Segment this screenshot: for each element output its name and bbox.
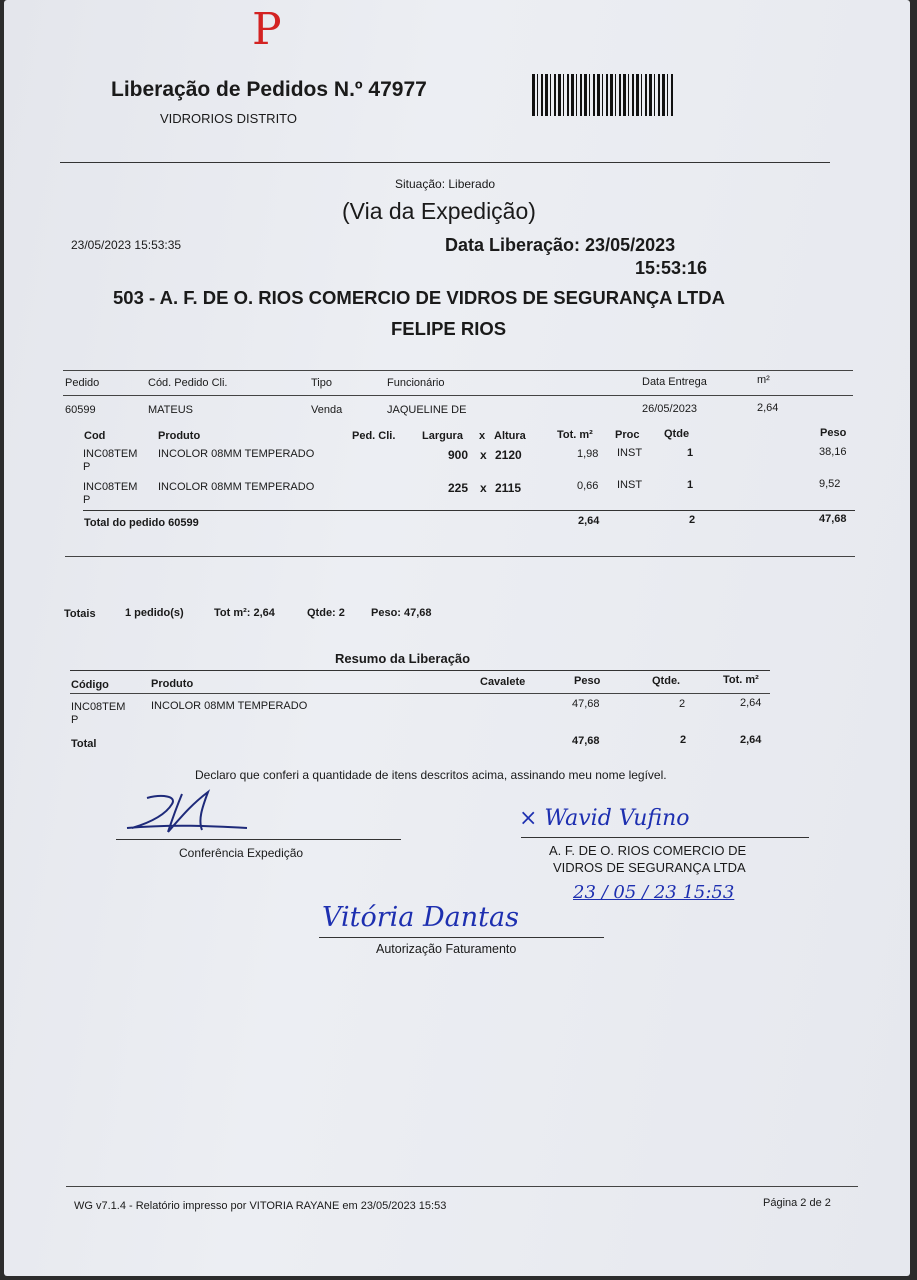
totals-qtde: Qtde: 2 (307, 607, 345, 619)
item-1-tot-m2: 1,98 (577, 448, 599, 460)
summary-col-cavalete: Cavalete (480, 676, 526, 688)
client-name-line1: A. F. DE O. RIOS COMERCIO DE (549, 843, 747, 858)
summary-col-produto: Produto (151, 678, 194, 690)
document-title: Liberação de Pedidos N.º 47977 (111, 78, 427, 101)
order-total-m2: 2,64 (578, 515, 600, 527)
order-cod-cli: MATEUS (148, 404, 194, 416)
summary-row-tot-m2: 2,64 (740, 697, 762, 709)
release-date: Data Liberação: 23/05/2023 (445, 235, 676, 255)
item-1-largura: 900 (448, 448, 469, 462)
barcode (532, 74, 674, 116)
handwritten-mark: P (252, 4, 282, 55)
item-col-proc: Proc (615, 429, 640, 441)
item-2-peso: 9,52 (819, 478, 841, 490)
item-col-cod: Cod (84, 430, 106, 442)
order-tipo: Venda (311, 404, 343, 416)
totals-peso: Peso: 47,68 (371, 607, 432, 619)
summary-col-qtde: Qtde. (652, 675, 681, 687)
item-1-altura: 2120 (495, 448, 522, 462)
summary-col-codigo: Código (71, 679, 109, 691)
item-1-qtde: 1 (687, 447, 694, 459)
col-data-entrega: Data Entrega (642, 376, 707, 388)
summary-total-tot-m2: 2,64 (740, 734, 762, 746)
autorizacao-signature: Vitória Dantas (322, 902, 519, 933)
item-2-cod: INC08TEM (83, 481, 138, 493)
order-m2: 2,64 (757, 402, 779, 414)
col-pedido: Pedido (65, 377, 100, 389)
summary-col-peso: Peso (574, 675, 601, 687)
footer-page-number: Página 2 de 2 (763, 1197, 831, 1209)
conferencia-signature (122, 786, 262, 850)
item-2-qtde: 1 (687, 479, 694, 491)
item-1-cod: INC08TEM (83, 448, 138, 460)
autorizacao-label: Autorização Faturamento (376, 942, 517, 956)
order-total-peso: 47,68 (819, 513, 847, 525)
item-2-produto: INCOLOR 08MM TEMPERADO (158, 481, 315, 493)
item-1-x: x (480, 448, 487, 462)
summary-row-qtde: 2 (679, 698, 686, 710)
declaration-text: Declaro que conferi a quantidade de itens descritos acima, assinando meu nome legível. (195, 768, 667, 782)
printed-at: 23/05/2023 15:53:35 (71, 238, 182, 252)
summary-total-qtde: 2 (680, 734, 687, 746)
item-col-produto: Produto (158, 430, 201, 442)
summary-row-peso: 47,68 (572, 698, 600, 710)
summary-total-peso: 47,68 (572, 735, 600, 747)
status-text: Situação: Liberado (395, 177, 496, 191)
order-pedido: 60599 (65, 404, 96, 416)
via-label: (Via da Expedição) (342, 198, 536, 224)
client-signature: × Wavid Vufino (519, 806, 690, 831)
summary-title: Resumo da Liberação (335, 651, 471, 666)
release-time: 15:53:16 (635, 258, 708, 278)
summary-row-cod-suffix: P (71, 714, 79, 726)
item-col-peso: Peso (820, 427, 847, 439)
col-funcionario: Funcionário (387, 377, 445, 389)
item-2-altura: 2115 (495, 481, 522, 495)
item-col-qtde: Qtde (664, 428, 690, 440)
item-2-proc: INST (617, 479, 643, 491)
item-col-altura: Altura (494, 430, 526, 442)
footer-printed-by: WG v7.1.4 - Relatório impresso por VITORIA RAYANE em 23/05/2023 15:53 (74, 1200, 447, 1212)
document-page (4, 0, 910, 1276)
item-col-largura: Largura (422, 430, 463, 442)
order-total-qtde: 2 (689, 514, 696, 526)
item-col-x: x (479, 430, 486, 442)
item-2-tot-m2: 0,66 (577, 480, 599, 492)
item-1-peso: 38,16 (819, 446, 847, 458)
item-2-x: x (480, 481, 487, 495)
col-m2: m² (757, 374, 770, 386)
customer-contact: FELIPE RIOS (391, 318, 507, 339)
totals-m2: Tot m²: 2,64 (214, 607, 275, 619)
item-2-largura: 225 (448, 481, 469, 495)
order-funcionario: JAQUELINE DE (387, 404, 467, 416)
totals-label: Totais (64, 608, 96, 620)
item-2-cod-suffix: P (83, 494, 91, 506)
order-total-label: Total do pedido 60599 (84, 517, 199, 529)
conferencia-label: Conferência Expedição (179, 846, 304, 860)
item-1-cod-suffix: P (83, 461, 91, 473)
order-data-entrega: 26/05/2023 (642, 403, 698, 415)
item-col-ped-cli: Ped. Cli. (352, 430, 396, 442)
customer-name: 503 - A. F. DE O. RIOS COMERCIO DE VIDROS DE SEGURANÇA LTDA (113, 287, 725, 308)
item-1-produto: INCOLOR 08MM TEMPERADO (158, 448, 315, 460)
client-sign-date: 23 / 05 / 23 15:53 (573, 882, 735, 903)
summary-row-cod: INC08TEM (71, 701, 126, 713)
item-col-tot-m2: Tot. m² (557, 429, 593, 441)
item-1-proc: INST (617, 447, 643, 459)
client-name-line2: VIDROS DE SEGURANÇA LTDA (553, 860, 746, 875)
col-tipo: Tipo (311, 377, 332, 389)
totals-pedidos: 1 pedido(s) (125, 607, 184, 619)
summary-total-label: Total (71, 738, 97, 750)
company-name: VIDRORIOS DISTRITO (160, 111, 297, 126)
col-cod-pedido-cli: Cód. Pedido Cli. (148, 377, 228, 389)
summary-col-tot-m2: Tot. m² (723, 674, 759, 686)
summary-row-produto: INCOLOR 08MM TEMPERADO (151, 700, 308, 712)
